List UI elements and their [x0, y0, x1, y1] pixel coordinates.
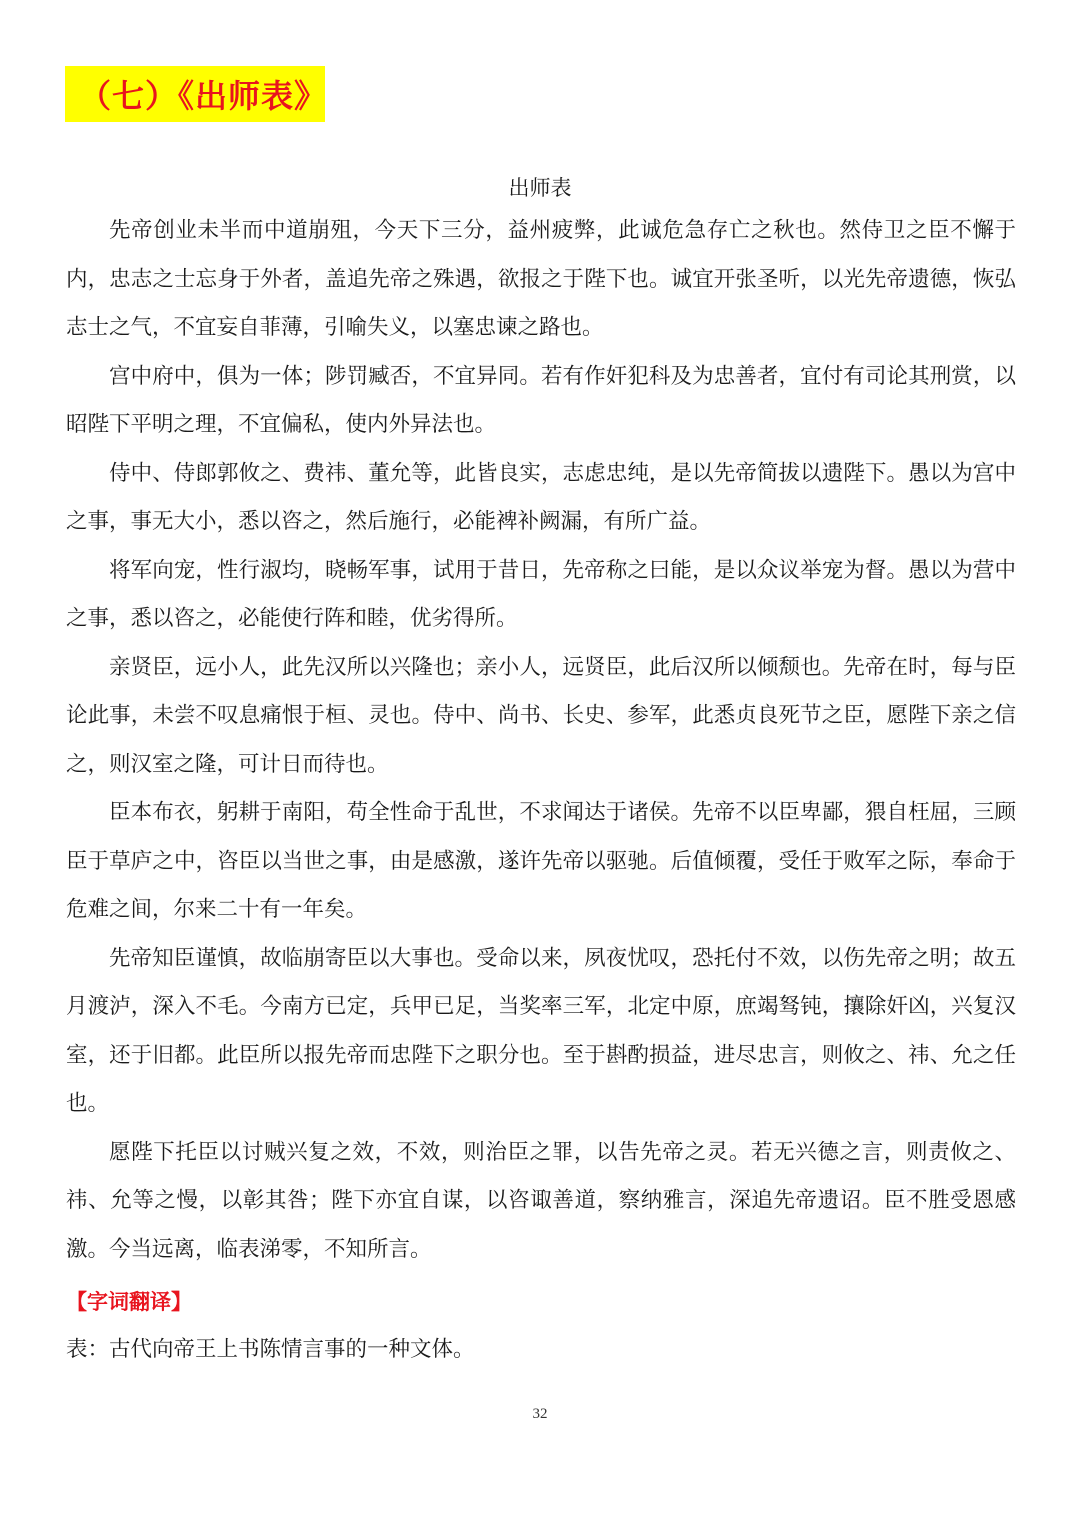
paragraph-6: 臣本布衣，躬耕于南阳，苟全性命于乱世，不求闻达于诸侯。先帝不以臣卑鄙，猥自枉屈，三顾臣于草庐之中，咨臣以当世之事，由是感激，遂许先帝以驱驰。后值倾覆，受任于败军之际，奉命于危难之间，尔来二十有一年矣。: [66, 800, 1016, 922]
paragraph-1: 先帝创业未半而中道崩殂，今天下三分，益州疲弊，此诚危急存亡之秋也。然侍卫之臣不懈于内，忠志之士忘身于外者，盖追先帝之殊遇，欲报之于陛下也。诚宜开张圣听，以光先帝遗德，恢弘志士之气，不宜妄自菲薄，引喻失义，以塞忠谏之路也。: [66, 218, 1016, 340]
paragraph-5: 亲贤臣，远小人，此先汉所以兴隆也；亲小人，远贤臣，此后汉所以倾颓也。先帝在时，每与臣论此事，未尝不叹息痛恨于桓、灵也。侍中、尚书、长史、参军，此悉贞良死节之臣，愿陛下亲之信之，则汉室之隆，可计日而待也。: [66, 654, 1016, 777]
paragraph-4: 将军向宠，性行淑均，晓畅军事，试用于昔日，先帝称之曰能，是以众议举宠为督。愚以为营中之事，悉以咨之，必能使行阵和睦，优劣得所。: [66, 557, 1016, 631]
essay-body: [66, 207, 1016, 1274]
paragraph-8: 愿陛下托臣以讨贼兴复之效，不效，则治臣之罪，以告先帝之灵。若无兴德之言，则责攸之、祎、允等之慢，以彰其咎；陛下亦宜自谋，以咨诹善道，察纳雅言，深追先帝遗诏。臣不胜受恩感激。今当远离，临表涕零，不知所言。: [66, 1139, 1016, 1262]
document-title: 出师表: [508, 176, 572, 200]
glossary-heading: 【字词翻译】: [66, 1290, 192, 1314]
glossary-entry: 表：古代向帝王上书陈情言事的一种文体。: [66, 1337, 475, 1362]
paragraph-3: 侍中、侍郎郭攸之、费祎、董允等，此皆良实，志虑忠纯，是以先帝简拔以遗陛下。愚以为宫中之事，事无大小，悉以咨之，然后施行，必能裨补阙漏，有所广益。: [66, 460, 1016, 534]
paragraph-7: 先帝知臣谨慎，故临崩寄臣以大事也。受命以来，夙夜忧叹，恐托付不效，以伤先帝之明；故五月渡泸，深入不毛。今南方已定，兵甲已足，当奖率三军，北定中原，庶竭驽钝，攘除奸凶，兴复汉室，还于旧都。此臣所以报先帝而忠陛下之职分也。至于斟酌损益，进尽忠言，则攸之、祎、允之任也。: [66, 945, 1016, 1116]
page-number: 32: [532, 1406, 548, 1422]
paragraph-2: 宫中府中，俱为一体；陟罚臧否，不宜异同。若有作奸犯科及为忠善者，宜付有司论其刑赏，以昭陛下平明之理，不宜偏私，使内外异法也。: [66, 363, 1016, 437]
section-heading-banner: [65, 66, 328, 122]
section-heading: （七）《出师表》: [79, 77, 328, 115]
